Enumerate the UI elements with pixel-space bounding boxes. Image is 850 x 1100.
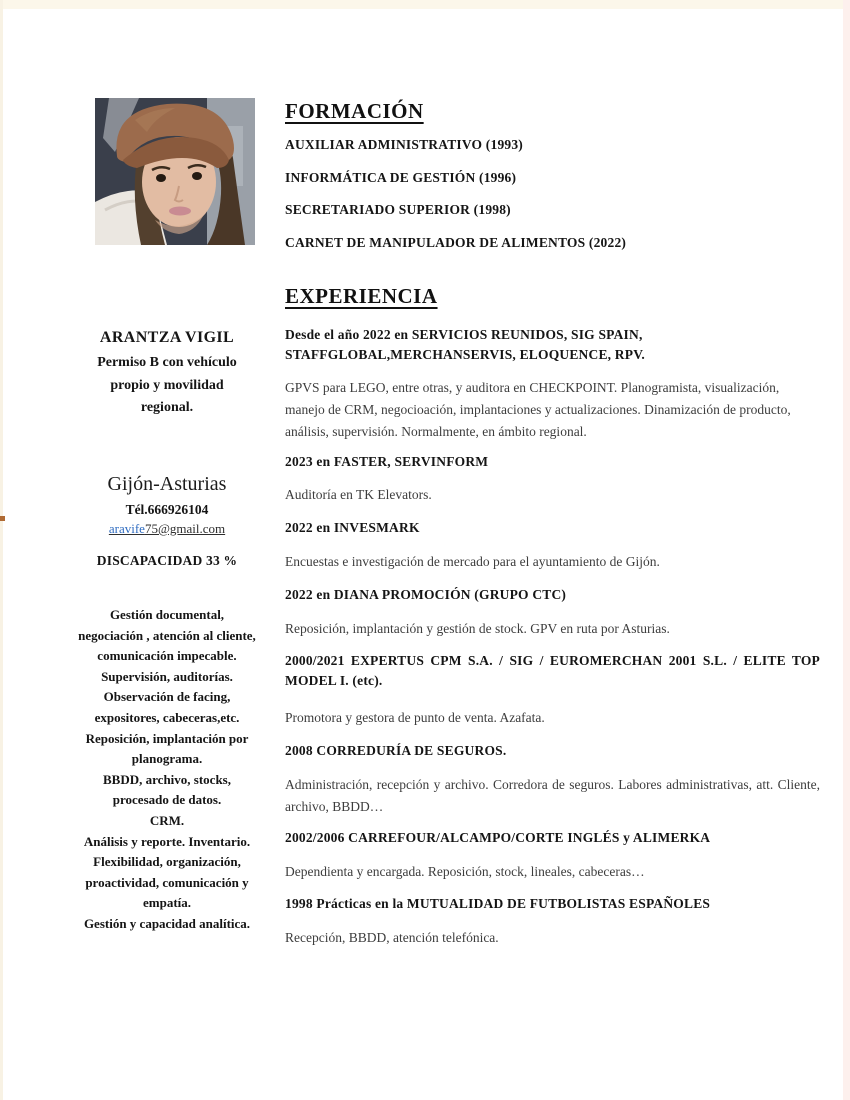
experience-description: Encuestas e investigación de mercado para el ayuntamiento de Gijón. [285,554,660,569]
phone-number: Tél.666926104 [125,502,209,517]
experience-description: GPVS para LEGO, entre otras, y auditora en CHECKPOINT. Planogramista, visualización, manejo de CRM, negocioación, implantaciones y actualizaciones. Dinamización de producto, análisis, supervisión. Normalmente, en ámbito regional. [285,380,791,439]
permit-line: propio y movilidad [110,377,224,393]
skill-line: expositores, cabeceras,etc. [94,709,240,725]
experience-title: 2002/2006 CARREFOUR/ALCAMPO/CORTE INGLÉS y ALIMERKA [285,830,711,845]
education-item: AUXILIAR ADMINISTRATIVO (1993) [285,137,523,152]
experience-description: Auditoría en TK Elevators. [285,487,432,502]
skill-line: BBDD, archivo, stocks, [103,771,231,787]
skill-line: empatía. [142,895,192,911]
location: Gijón-Asturias [107,473,227,495]
experience-description: Promotora y gestora de punto de venta. Azafata. [285,710,545,725]
permit-line: Permiso B con vehículo [97,355,237,370]
skill-line: procesado de datos. [112,792,222,808]
experience-title: 2008 CORREDURÍA DE SEGUROS. [285,743,507,758]
skill-line: proactividad, comunicación y [85,874,249,890]
page-left-edge [0,0,3,1100]
page-top-edge [0,0,850,9]
experience-description: Dependienta y encargada. Reposición, stock, lineales, cabeceras… [285,864,645,879]
skill-line: Gestión documental, [109,607,225,622]
permit-line: regional. [140,400,194,415]
email-link[interactable] [109,521,225,536]
email-row [52,520,282,538]
person-name: ARANTZA VIGIL [99,329,235,346]
portrait-photo-image [95,98,255,245]
skill-line: Gestión y capacidad analítica. [83,915,251,931]
skill-line: Observación de facing, [103,689,231,705]
email-user-part: aravife [108,521,145,536]
skill-line: Reposición, implantación por [85,730,249,746]
education-item: CARNET DE MANIPULADOR DE ALIMENTOS (2022) [285,235,627,250]
skill-line: CRM. [149,812,185,828]
experience-title: 2023 en FASTER, SERVINFORM [285,454,489,469]
scan-artifact [0,516,5,521]
driving-permit-note [52,352,282,420]
experience-title: 2022 en DIANA PROMOCIÓN (GRUPO CTC) [285,587,567,602]
experience-description: Administración, recepción y archivo. Corredora de seguros. Labores administrativas, att. Cliente, archivo, BBDD… [285,777,820,814]
experience-title: Desde el año 2022 en SERVICIOS REUNIDOS, SIG SPAIN, STAFFGLOBAL,MERCHANSERVIS, ELOQUENCE, RPV. [285,327,645,362]
education-item: SECRETARIADO SUPERIOR (1998) [285,202,511,217]
experience-description: Recepción, BBDD, atención telefónica. [285,930,499,945]
skills-list [52,605,282,935]
experience-title: 2000/2021 EXPERTUS CPM S.A. / SIG / EUROMERCHAN 2001 S.L. / ELITE TOP MODEL I. (etc). [285,653,820,688]
skill-line: Flexibilidad, organización, [93,854,241,870]
skill-line: planograma. [131,751,203,767]
skill-line: negociación , atención al cliente, [78,627,256,643]
skill-line: Análisis y reporte. Inventario. [83,833,251,849]
profile-photo [95,98,255,245]
email-domain-part: 75@gmail.com [144,521,226,536]
experience-title: 2022 en INVESMARK [285,520,420,535]
skill-line: Supervisión, auditorías. [101,668,233,684]
experience-description: Reposición, implantación y gestión de stock. GPV en ruta por Asturias. [285,621,670,636]
experiencia-heading: EXPERIENCIA [285,284,438,308]
skill-line: comunicación impecable. [97,648,237,664]
disability-note: DISCAPACIDAD 33 % [96,553,238,568]
experience-title: 1998 Prácticas en la MUTUALIDAD DE FUTBOLISTAS ESPAÑOLES [285,896,711,911]
education-item: INFORMÁTICA DE GESTIÓN (1996) [285,170,517,185]
page-right-edge [843,0,850,1100]
formacion-heading: FORMACIÓN [285,99,424,123]
